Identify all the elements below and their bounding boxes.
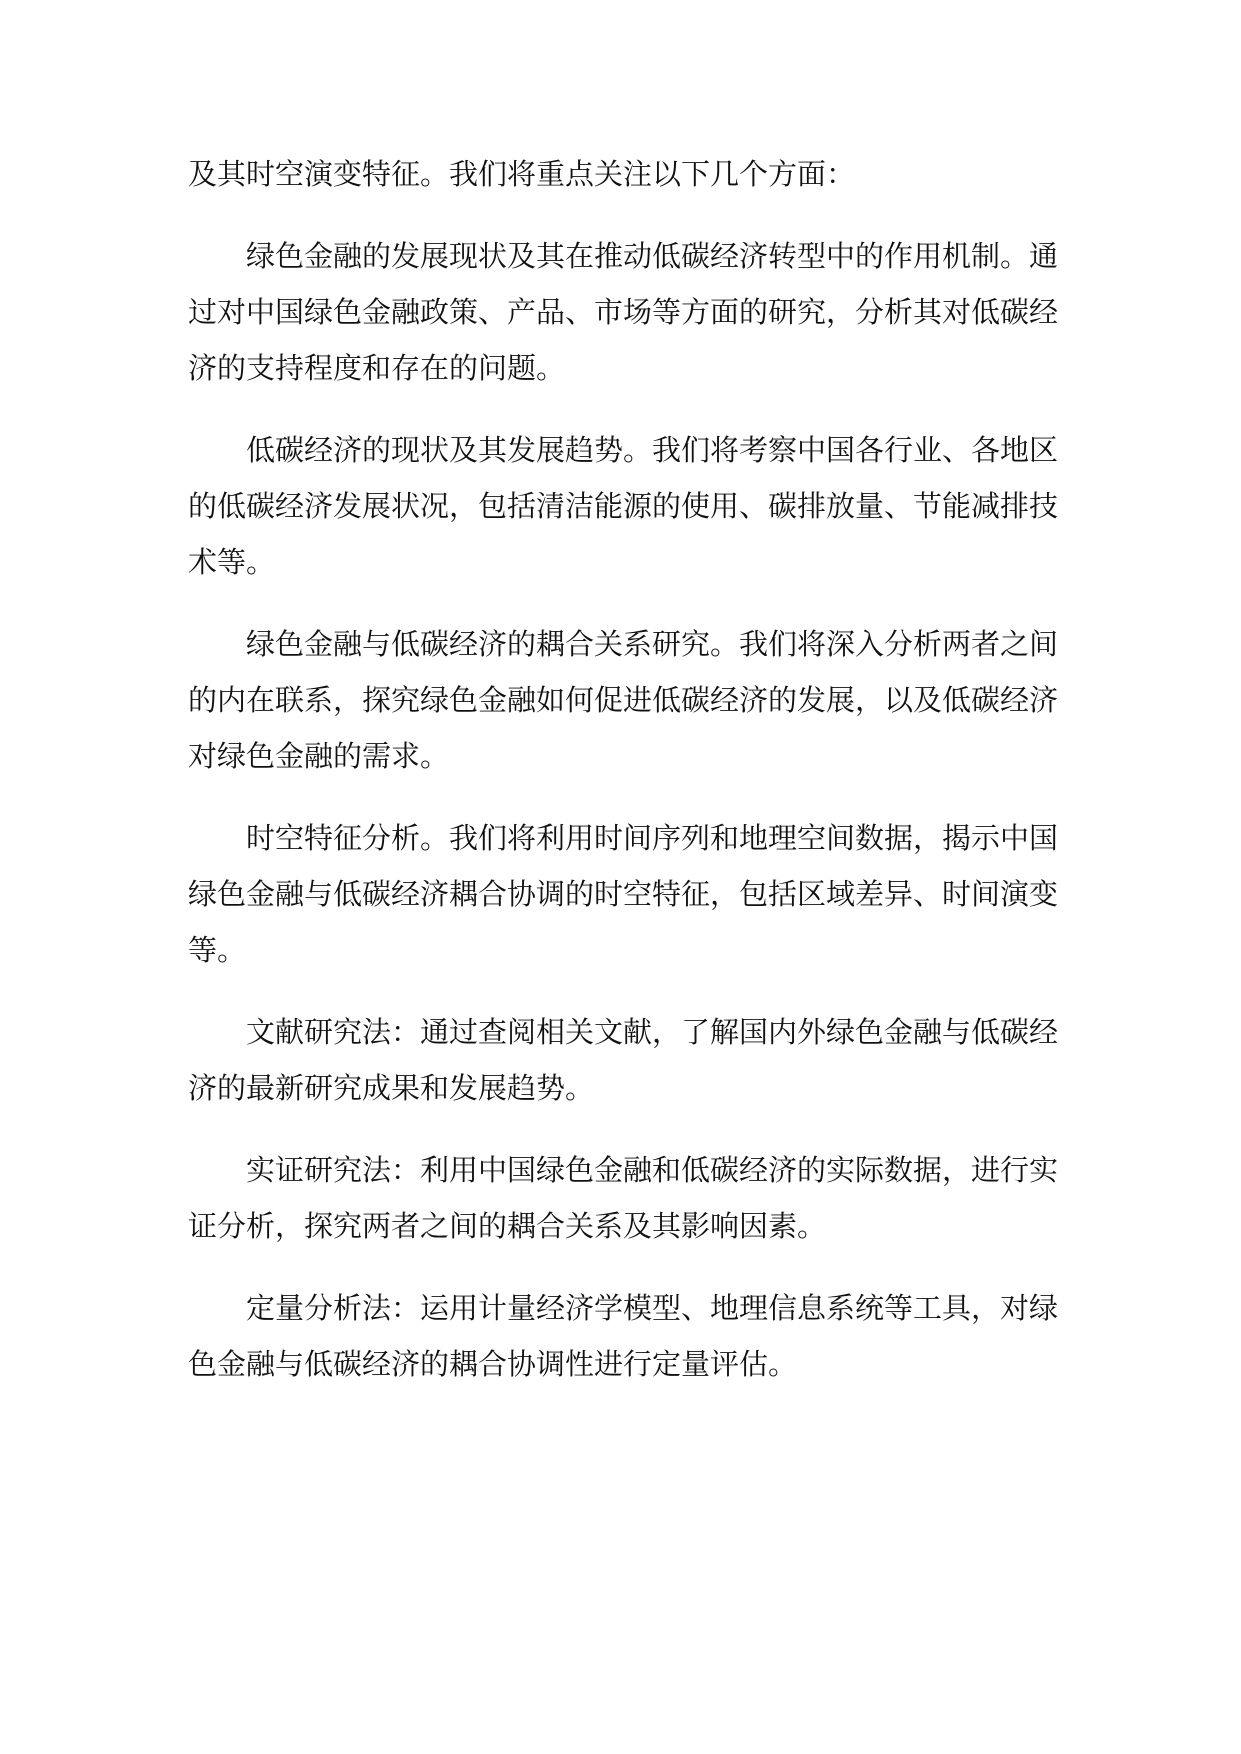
paragraph-spatiotemporal-analysis: 时空特征分析。我们将利用时间序列和地理空间数据，揭示中国绿色金融与低碳经济耦合协调的时空特征，包括区域差异、时间演变等。 bbox=[188, 821, 1059, 967]
document-body bbox=[188, 146, 1058, 1418]
paragraph-quantitative-method: 定量分析法：运用计量经济学模型、地理信息系统等工具，对绿色金融与低碳经济的耦合协调性进行定量评估。 bbox=[188, 1291, 1059, 1381]
paragraph-green-finance-status: 绿色金融的发展现状及其在推动低碳经济转型中的作用机制。通过对中国绿色金融政策、产品、市场等方面的研究，分析其对低碳经济的支持程度和存在的问题。 bbox=[188, 239, 1059, 385]
paragraph-coupling-relationship: 绿色金融与低碳经济的耦合关系研究。我们将深入分析两者之间的内在联系，探究绿色金融如何促进低碳经济的发展，以及低碳经济对绿色金融的需求。 bbox=[188, 627, 1059, 773]
paragraph-intro-continuation: 及其时空演变特征。我们将重点关注以下几个方面： bbox=[188, 157, 856, 191]
paragraph-empirical-method: 实证研究法：利用中国绿色金融和低碳经济的实际数据，进行实证分析，探究两者之间的耦合关系及其影响因素。 bbox=[188, 1153, 1059, 1243]
paragraph-low-carbon-status: 低碳经济的现状及其发展趋势。我们将考察中国各行业、各地区的低碳经济发展状况，包括清洁能源的使用、碳排放量、节能减排技术等。 bbox=[188, 433, 1059, 579]
paragraph-literature-method: 文献研究法：通过查阅相关文献，了解国内外绿色金融与低碳经济的最新研究成果和发展趋势。 bbox=[188, 1015, 1059, 1105]
